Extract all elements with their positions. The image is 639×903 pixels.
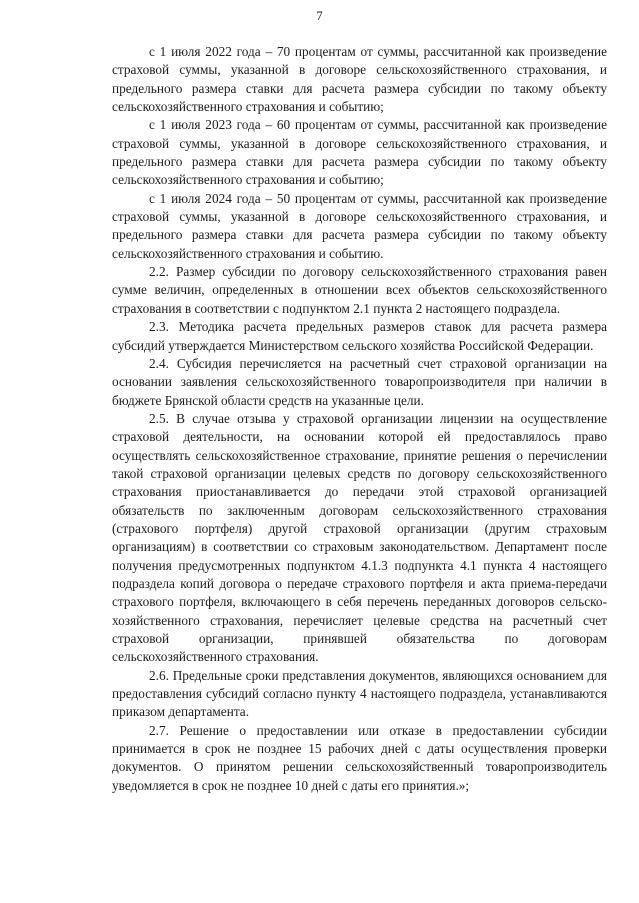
paragraph-2-4: 2.4. Субсидия перечисляется на расчетный счет страховой организации на основании заявления сельскохозяйственного товаропроизводителя при наличии в бюджете Брянской области средств на указанные цели.: [112, 355, 607, 408]
paragraph-2024-rate: с 1 июля 2024 года – 50 процентам от суммы, рассчитанной как произведение страховой суммы, указанной в договоре сельскохозяйственного страхования, и предельного размера ставки для расчета размера субсидии по такому объекту сельскохозяйственного страхования и событию.: [112, 190, 607, 261]
document-body: [112, 43, 607, 795]
paragraph-2-6: 2.6. Предельные сроки представления документов, являющихся основанием для предоставления субсидий согласно пункту 4 настоящего подраздела, устанавливаются приказом департамента.: [112, 667, 607, 720]
paragraph-2-5: 2.5. В случае отзыва у страховой организации лицензии на осуществление страховой деятельности, на основании которой ей предоставлялось право осуществлять сельскохозяйственное страхование, принятие решения о перечислении такой страховой организации целевых средств по договору сельскохозяйственного страхования приостанавливается до передачи этой страховой организацией обязательств по заключенным договорам сельскохозяйственного страхования (страхового портфеля) другой страховой организации (другим страховым организациям) в соответствии со страховым законодательством. Департамент после получения предусмотренных подпунктом 4.1.3 подпункта 4.1 пункта 4 настоящего подраздела копий договора о передаче страхового портфеля и акта приема-передачи страхового портфеля, включающего в себя перечень переданных договоров сельскохозяйственного страхования, перечисляет целевые средства на расчетный счет страховой организации, принявшей обязательства по договорам сельскохозяйственного страхования.: [112, 410, 607, 665]
paragraph-2-7: 2.7. Решение о предоставлении или отказе в предоставлении субсидии принимается в срок не позднее 15 рабочих дней с даты осуществления проверки документов. О принятом решении сельскохозяйственный товаропроизводитель уведомляется в срок не позднее 10 дней с даты его принятия.»;: [112, 722, 607, 793]
page-number: 7: [316, 8, 323, 23]
paragraph-2-2: 2.2. Размер субсидии по договору сельскохозяйственного страхования равен сумме величин, определенных в отношении всех объектов сельскохозяйственного страхования в соответствии с подпунктом 2.1 пункта 2 настоящего подраздела.: [112, 264, 607, 316]
paragraph-2022-rate: с 1 июля 2022 года – 70 процентам от суммы, рассчитанной как произведение страховой суммы, указанной в договоре сельскохозяйственного страхования, и предельного размера ставки для расчета размера субсидии по такому объекту сельскохозяйственного страхования и событию;: [112, 44, 607, 115]
paragraph-2023-rate: с 1 июля 2023 года – 60 процентам от суммы, рассчитанной как произведение страховой суммы, указанной в договоре сельскохозяйственного страхования, и предельного размера ставки для расчета размера субсидии по такому объекту сельскохозяйственного страхования и событию;: [112, 117, 607, 188]
paragraph-2-3: 2.3. Методика расчета предельных размеров ставок для расчета размера субсидий утверждается Министерством сельского хозяйства Российской Федерации.: [112, 319, 607, 353]
